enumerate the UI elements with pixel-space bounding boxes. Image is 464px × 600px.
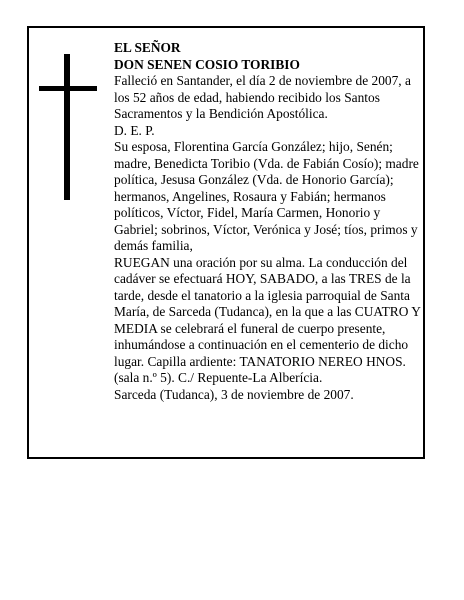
dep-line: D. E. P. [114, 122, 155, 138]
death-announcement: Falleció en Santander, el día 2 de noviembre de 2007, a los 52 años de edad, habiendo recibido los Santos Sacramentos y la Bendición Apostólica. [114, 73, 411, 121]
obituary-notice [27, 26, 425, 459]
place-date-line: Sarceda (Tudanca), 3 de noviembre de 2007. [114, 386, 354, 402]
obituary-text [114, 40, 422, 403]
funeral-details: RUEGAN una oración por su alma. La conducción del cadáver se efectuará HOY, SABADO, a las TRES de la tarde, desde el tanatorio a la iglesia parroquial de Santa María, de Sarceda (Tudanca), en la que a las CUATRO Y MEDIA se celebrará el funeral de cuerpo presente, inhumándose a continuación en el cementerio de dicho lugar. Capilla ardiente: TANATORIO NEREO HNOS. (sala n.º 5). C./ Repuente-La Alberícia. [114, 254, 421, 385]
cross-icon [39, 54, 97, 200]
family-list: Su esposa, Florentina García González; hijo, Senén; madre, Benedicta Toribio (Vda. de Fabián Cosío); madre política, Jesusa González (Vda. de Honorio García); hermanos, Angelines, Rosaura y Fabián; hermanos políticos, Víctor, Fidel, María Carmen, Honorio y Gabriel; sobrinos, Víctor, Verónica y José; tíos, primos y demás familia, [114, 139, 419, 253]
cross-vertical-bar [64, 54, 70, 200]
cross-horizontal-bar [39, 86, 97, 91]
obituary-heading: EL SEÑOR [114, 40, 181, 55]
deceased-name: DON SENEN COSIO TORIBIO [114, 56, 300, 72]
